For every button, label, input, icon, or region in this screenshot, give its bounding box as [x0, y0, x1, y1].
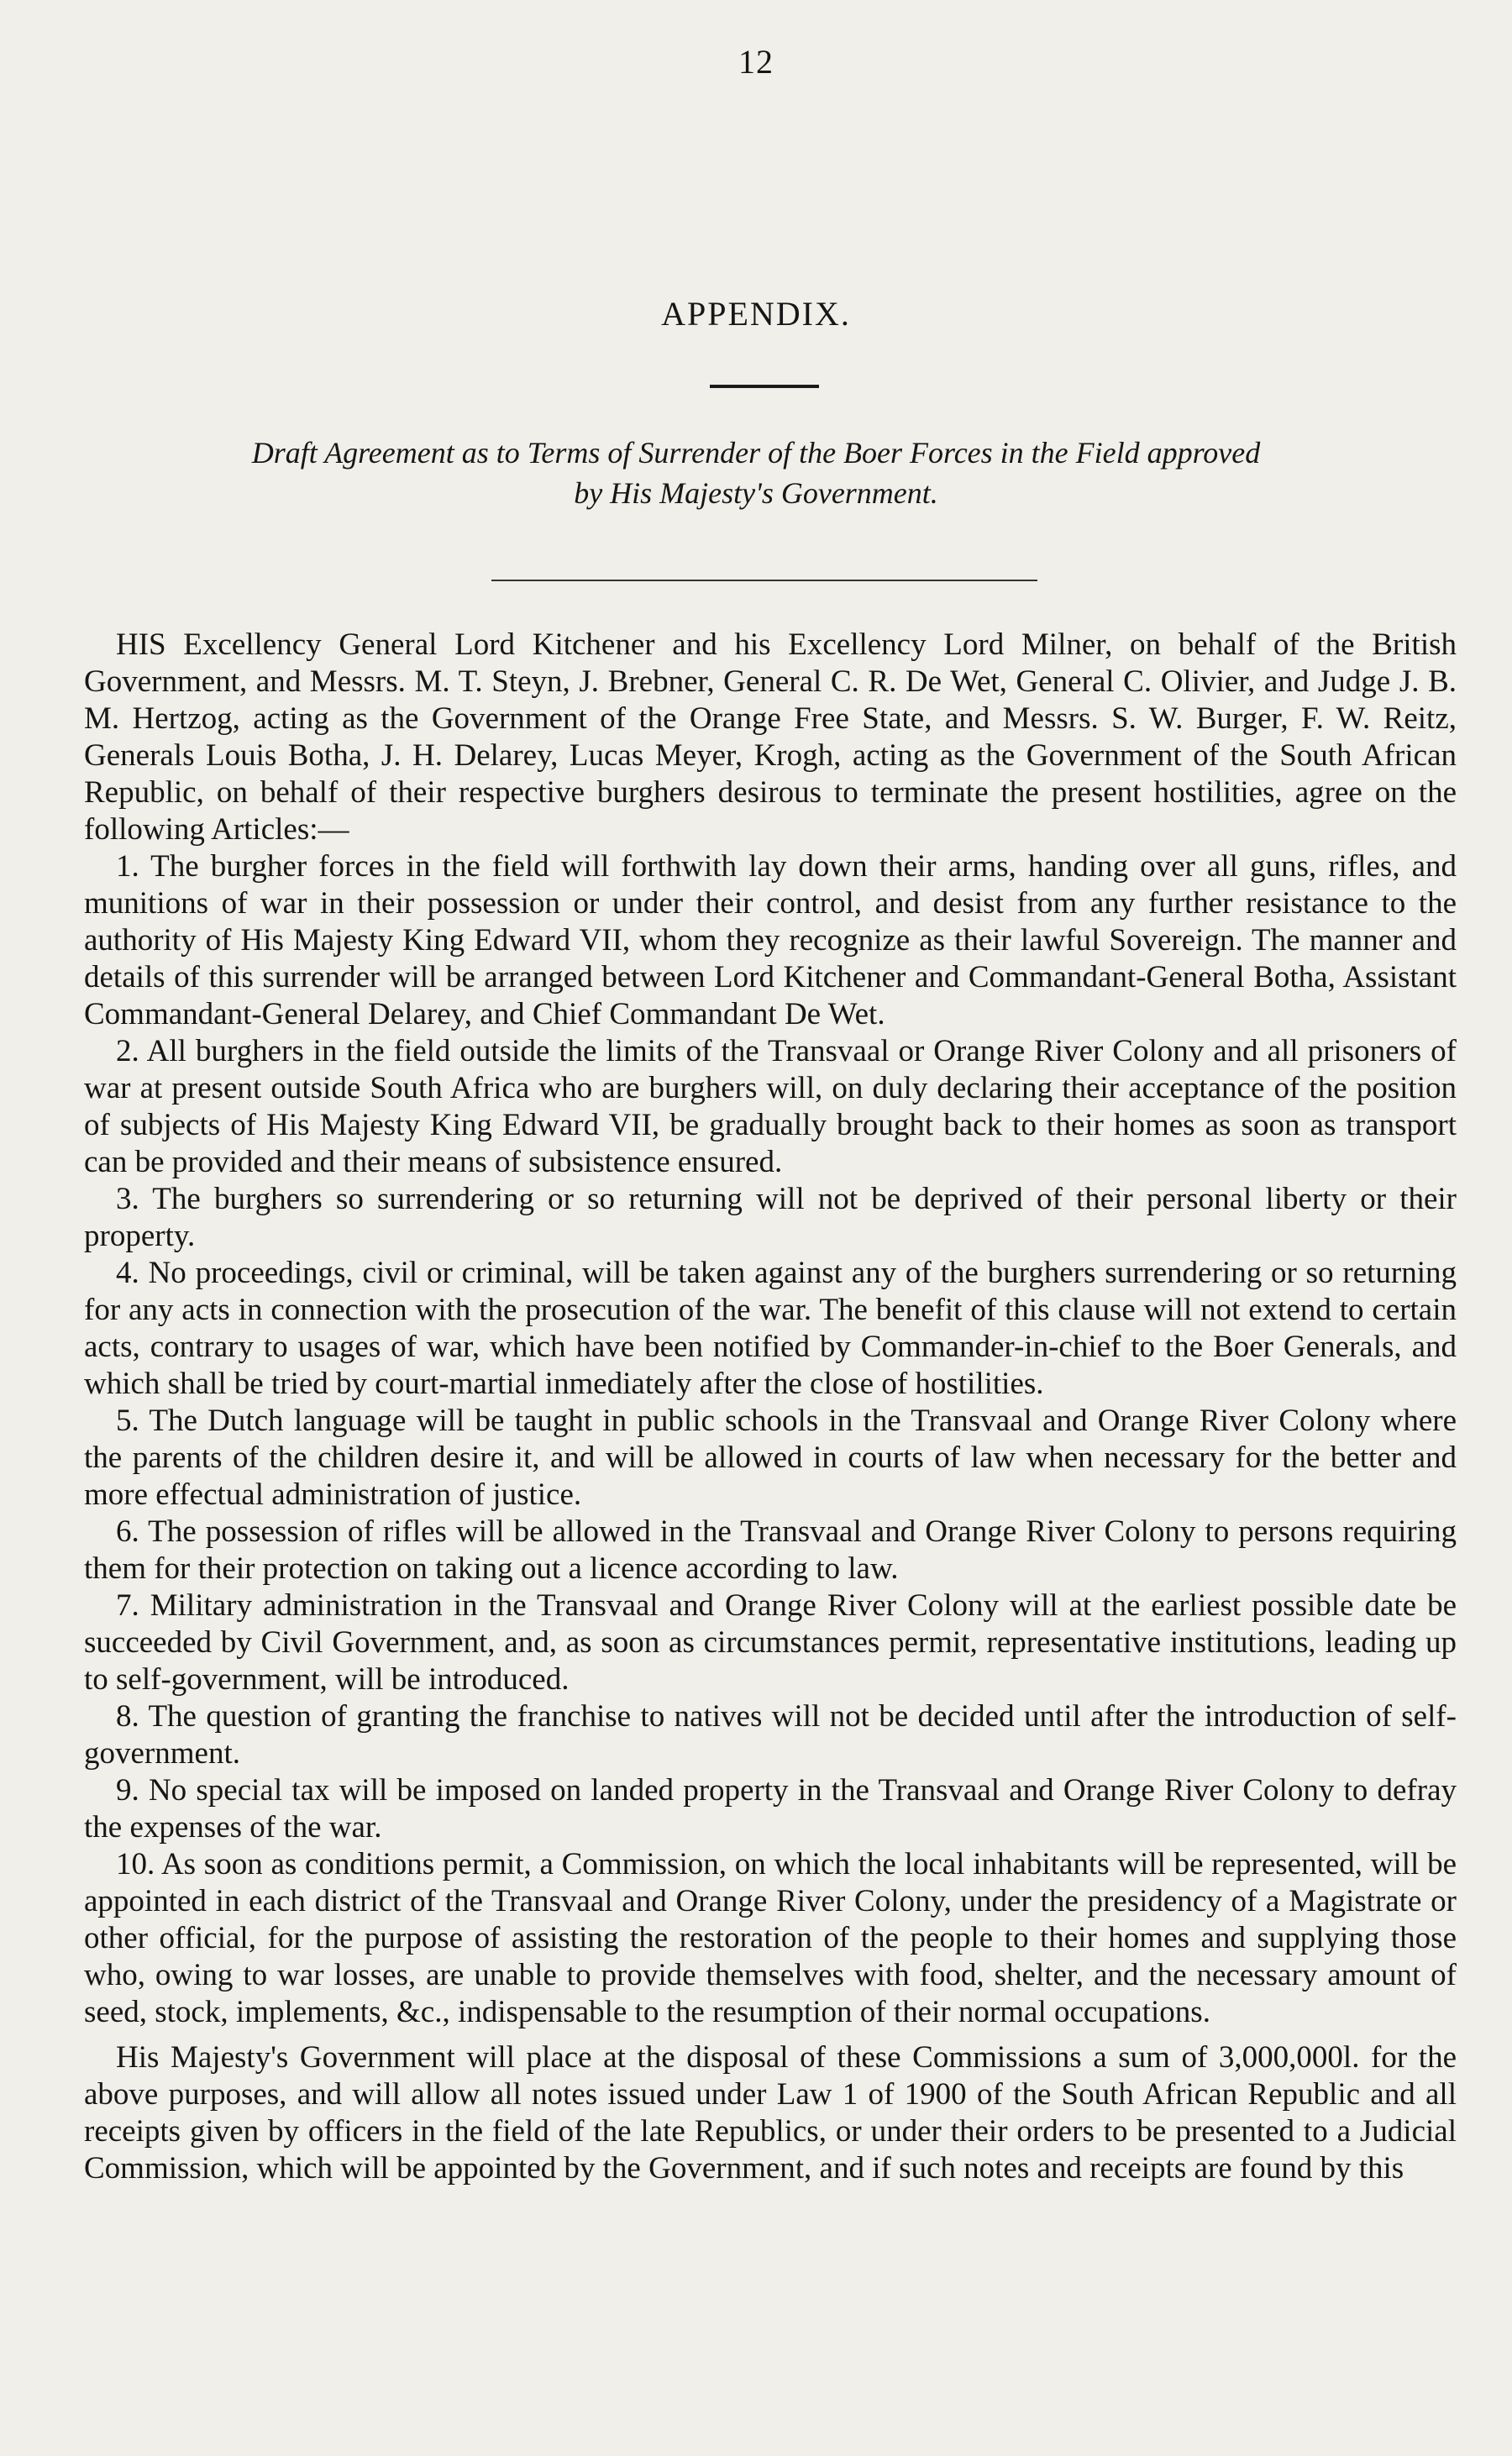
subtitle-rule: [491, 580, 1037, 581]
article-7-paragraph: 7. Military administration in the Transvaal and Orange River Colony will at the earliest possible date be succeeded by Civil Government, and, as soon as circumstances permit, representative institutions, leading up to self-government, will be introduced.: [84, 1588, 1457, 1697]
article-9-paragraph: 9. No special tax will be imposed on landed property in the Transvaal and Orange River Colony to defray the expenses of the war.: [84, 1773, 1457, 1845]
article-6-paragraph: 6. The possession of rifles will be allowed in the Transvaal and Orange River Colony to persons requiring them for their protection on taking out a licence according to law.: [84, 1514, 1457, 1586]
funding-paragraph: His Majesty's Government will place at the disposal of these Commissions a sum of 3,000,000l. for the above purposes, and will allow all notes issued under Law 1 of 1900 of the South African Republic and all receipts given by officers in the field of the late Republics, or under their orders to be presented to a Judicial Commission, which will be appointed by the Government, and if such notes and receipts are found by this: [84, 2040, 1457, 2186]
page-number: 12: [738, 43, 774, 81]
article-2-paragraph: 2. All burghers in the field outside the limits of the Transvaal or Orange River Colony and all prisoners of war at present outside South Africa who are burghers will, on duly declaring their acceptance of the position of subjects of His Majesty King Edward VII, be gradually brought back to their homes as soon as transport can be provided and their means of subsistence ensured.: [84, 1034, 1457, 1179]
article-10-paragraph: 10. As soon as conditions permit, a Commission, on which the local inhabitants will be represented, will be appointed in each district of the Transvaal and Orange River Colony, under the presidency of a Magistrate or other official, for the purpose of assisting the restoration of the people to their homes and supplying those who, owing to war losses, are unable to provide themselves with food, shelter, and the necessary amount of seed, stock, implements, &c., indispensable to the resumption of their normal occupations.: [84, 1847, 1457, 2029]
article-5-paragraph: 5. The Dutch language will be taught in public schools in the Transvaal and Orange River Colony where the parents of the children desire it, and will be allowed in courts of law when necessary for the better and more effectual administration of justice.: [84, 1404, 1457, 1512]
appendix-heading: APPENDIX.: [661, 295, 851, 333]
preamble-paragraph: HIS Excellency General Lord Kitchener and his Excellency Lord Milner, on behalf of the British Government, and Messrs. M. T. Steyn, J. Brebner, General C. R. De Wet, General C. Olivier, and Judge J. B. M. Hertzog, acting as the Government of the Orange Free State, and Messrs. S. W. Burger, F. W. Reitz, Generals Louis Botha, J. H. Delarey, Lucas Meyer, Krogh, acting as the Government of the South African Republic, on behalf of their respective burghers desirous to terminate the present hostilities, agree on the following Articles:—: [84, 627, 1457, 847]
article-3-paragraph: 3. The burghers so surrendering or so returning will not be deprived of their personal liberty or their property.: [84, 1182, 1457, 1253]
article-8-paragraph: 8. The question of granting the franchise to natives will not be decided until after the introduction of self-government.: [84, 1699, 1457, 1771]
subtitle-line-1: Draft Agreement as to Terms of Surrender of the Boer Forces in the Field approved: [251, 436, 1261, 470]
heading-rule: [710, 385, 819, 388]
document-subtitle: [126, 433, 1386, 513]
article-4-paragraph: 4. No proceedings, civil or criminal, will be taken against any of the burghers surrendering or so returning for any acts in connection with the prosecution of the war. The benefit of this clause will not extend to certain acts, contrary to usages of war, which have been notified by Commander-in-chief to the Boer Generals, and which shall be tried by court-martial inmediately after the close of hostilities.: [84, 1256, 1457, 1401]
subtitle-line-2: by His Majesty's Government.: [574, 476, 938, 510]
agreement-body: [84, 627, 1457, 2187]
article-1-paragraph: 1. The burgher forces in the field will forthwith lay down their arms, handing over all guns, rifles, and munitions of war in their possession or under their control, and desist from any further resistance to the authority of His Majesty King Edward VII, whom they recognize as their lawful Sovereign. The manner and details of this surrender will be arranged between Lord Kitchener and Commandant-General Botha, Assistant Commandant-General Delarey, and Chief Commandant De Wet.: [84, 849, 1457, 1031]
